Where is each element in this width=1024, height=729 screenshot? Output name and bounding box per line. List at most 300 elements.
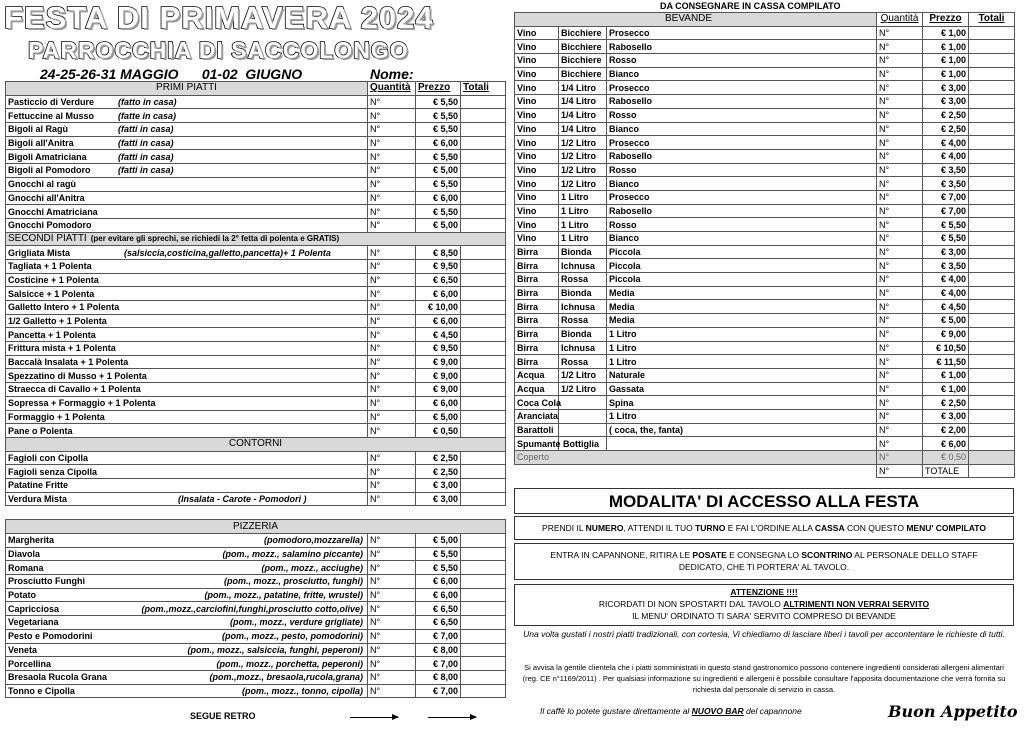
event-dates: 24-25-26-31 MAGGIO 01-02 GIUGNO [40,66,303,82]
price: € 4,00 [923,136,969,150]
qty-field[interactable]: N° [877,190,923,204]
qty-field[interactable]: N° [368,561,416,575]
qty-field[interactable]: N° [368,602,416,616]
dish-name: Pane o Polenta [8,425,73,436]
p1-part: , ATTENDI IL TUO [623,523,696,533]
total-field[interactable] [461,616,506,630]
drink-variant: Prosecco [607,26,877,40]
table-row [515,177,1015,191]
table-row [6,684,506,698]
total-field[interactable] [461,259,506,273]
drink-variant: Bianco [607,122,877,136]
dish-name: Diavola [8,549,41,560]
qty-field[interactable]: N° [877,26,923,40]
price: € 6,50 [416,273,461,287]
qty-field[interactable]: N° [877,327,923,341]
dish-cell [6,342,368,356]
table-row [6,164,506,178]
dish-note: (pom., mozz., salsiccia, funghi, peperoni) [187,644,363,655]
total-field[interactable] [969,314,1015,328]
qty-field[interactable]: N° [368,136,416,150]
drink-size: Bicchiere [559,54,607,68]
qty-field[interactable]: N° [368,588,416,602]
qty-field[interactable]: N° [368,123,416,137]
total-field[interactable] [969,245,1015,259]
p1-part: E FAI L'ORDINE ALLA [725,523,815,533]
total-field[interactable] [969,437,1015,451]
total-field[interactable] [461,670,506,684]
qty-field[interactable]: N° [877,368,923,382]
drink-variant: Piccola [607,245,877,259]
price: € 8,50 [416,246,461,260]
qty-field[interactable]: N° [877,108,923,122]
table-row [515,218,1015,232]
price: € 9,50 [416,259,461,273]
coffee-note-c: del capannone [743,706,802,716]
dish-name: Verdura Mista [8,493,68,504]
dish-cell [6,287,368,301]
total-field[interactable] [969,300,1015,314]
attention-line-2: IL MENU' ORDINATO TI SARA' SERVITO COMPRESO DI BEVANDE [632,611,896,621]
price: € 5,50 [416,123,461,137]
table-row [515,54,1015,68]
drink-type: Vino [515,218,559,232]
price: € 4,00 [923,273,969,287]
price: € 9,00 [416,355,461,369]
table-row [515,300,1015,314]
total-field[interactable] [969,149,1015,163]
dish-cell [6,657,368,671]
secondi-title-text: SECONDI PIATTI [8,232,87,244]
dish-name: Gnocchi Amatriciana [8,206,98,217]
total-field[interactable] [969,327,1015,341]
table-row [515,341,1015,355]
qty-field[interactable]: N° [368,396,416,410]
qty-field[interactable]: N° [368,355,416,369]
price: € 5,00 [923,314,969,328]
qty-field[interactable]: N° [368,451,416,465]
total-field[interactable] [969,26,1015,40]
total-field[interactable] [969,259,1015,273]
qty-field[interactable]: N° [368,246,416,260]
table-row [515,355,1015,369]
table-row [515,67,1015,81]
table-row [515,382,1015,396]
qty-field[interactable]: N° [368,670,416,684]
drink-type: Vino [515,67,559,81]
total-field[interactable] [461,547,506,561]
total-field[interactable] [969,163,1015,177]
qty-field[interactable]: N° [368,301,416,315]
price: € 1,00 [923,382,969,396]
qty-field[interactable]: N° [368,109,416,123]
dish-cell [6,424,368,438]
drink-size: 1/4 Litro [559,95,607,109]
qty-field[interactable]: N° [877,437,923,451]
qty-field[interactable]: N° [368,547,416,561]
total-field[interactable] [969,409,1015,423]
qty-field[interactable]: N° [877,149,923,163]
dish-cell [6,396,368,410]
total-field[interactable] [969,286,1015,300]
drink-size: Bicchiere [559,40,607,54]
col-price: Prezzo [923,13,969,27]
table-row [515,314,1015,328]
total-field[interactable] [461,684,506,698]
qty-field[interactable]: N° [368,314,416,328]
dish-note: (fatti in casa) [118,138,174,149]
dish-note: (pom., mozz., salamino piccante) [222,549,363,560]
qty-field[interactable]: N° [877,341,923,355]
total-field[interactable] [969,368,1015,382]
dish-cell [6,534,368,548]
total-field[interactable] [969,177,1015,191]
qty-field[interactable]: N° [877,81,923,95]
dish-note: (pom.,mozz.,carciofini,funghi,prosciutto cotto,olive) [141,603,363,614]
qty-field[interactable]: N° [368,177,416,191]
grand-total-field[interactable] [969,464,1015,478]
qty-field[interactable]: N° [877,273,923,287]
dish-cell [6,246,368,260]
qty-field[interactable]: N° [877,423,923,437]
price: € 5,50 [416,177,461,191]
drink-type: Birra [515,300,559,314]
total-field[interactable] [461,136,506,150]
qty-field[interactable]: N° [877,409,923,423]
qty-field[interactable]: N° [368,410,416,424]
price: € 7,00 [923,204,969,218]
dish-cell [6,643,368,657]
qty-field[interactable]: N° [877,355,923,369]
price: € 10,00 [416,301,461,315]
total-field[interactable] [461,561,506,575]
total-field[interactable] [461,218,506,232]
dish-cell [6,301,368,315]
step-2-line-2: DEDICATO, CHE TI PORTERA' AL TAVOLO. [678,562,850,572]
qty-field[interactable]: N° [368,478,416,492]
qty-field[interactable]: N° [368,657,416,671]
total-field[interactable] [461,451,506,465]
table-row [6,355,506,369]
price: € 5,50 [416,150,461,164]
price: € 9,00 [923,327,969,341]
total-field[interactable] [969,122,1015,136]
table-row [6,561,506,575]
pizzeria-title: PIZZERIA [6,520,506,534]
total-field[interactable] [461,301,506,315]
drink-type: Vino [515,190,559,204]
table-row [6,123,506,137]
dish-name: Gnocchi al ragù [8,179,77,190]
drink-size: 1/2 Litro [559,177,607,191]
dish-note: (pom., mozz., prosciutto, funghi) [224,576,363,587]
total-field[interactable] [461,287,506,301]
qty-field[interactable]: N° [368,342,416,356]
table-row [515,149,1015,163]
total-field[interactable] [969,204,1015,218]
drink-variant: 1 Litro [607,327,877,341]
price: € 6,00 [416,575,461,589]
table-row [6,314,506,328]
dish-cell [6,273,368,287]
drink-size: 1/2 Litro [559,368,607,382]
drink-size: Rossa [559,355,607,369]
table-row [515,368,1015,382]
dish-note: (pom., mozz., acciughe) [261,562,363,573]
qty-field[interactable]: N° [368,205,416,219]
table-row [6,643,506,657]
qty-field[interactable]: N° [877,259,923,273]
total-field[interactable] [461,123,506,137]
dish-cell [6,492,368,506]
dish-name: Fagioli con Cipolla [8,452,89,463]
coperto-row [515,451,1015,465]
secondi-title [6,232,506,246]
total-field[interactable] [969,423,1015,437]
total-field[interactable] [461,657,506,671]
qty-field[interactable]: N° [877,382,923,396]
qty-field[interactable]: N° [368,191,416,205]
total-field[interactable] [461,534,506,548]
p2a-part: ENTRA IN CAPANNONE, RITIRA LE [550,550,693,560]
price: € 5,50 [416,561,461,575]
price: € 10,50 [923,341,969,355]
table-row [515,423,1015,437]
price: € 3,00 [923,245,969,259]
total-field[interactable] [969,67,1015,81]
qty-field[interactable]: N° [877,163,923,177]
qty-field[interactable]: N° [368,534,416,548]
drink-variant: Piccola [607,259,877,273]
p2a-part: POSATE [692,550,727,560]
dish-name: Bigoli al Pomodoro [8,165,91,176]
qty-field[interactable]: N° [877,67,923,81]
qty-field[interactable]: N° [368,95,416,109]
qty-field[interactable]: N° [877,218,923,232]
qty-field[interactable]: N° [368,424,416,438]
qty-field[interactable]: N° [368,218,416,232]
total-field[interactable] [461,314,506,328]
total-field[interactable] [969,382,1015,396]
total-field[interactable] [461,629,506,643]
qty-field[interactable]: N° [877,396,923,410]
drink-type: Birra [515,341,559,355]
price: € 2,50 [416,451,461,465]
table-row [515,95,1015,109]
dish-name: Patatine Fritte [8,480,69,491]
qty-field[interactable]: N° [877,95,923,109]
price: € 6,00 [416,191,461,205]
total-field[interactable] [461,410,506,424]
total-field[interactable] [969,341,1015,355]
table-row [6,670,506,684]
drink-type: Vino [515,95,559,109]
total-field[interactable] [461,369,506,383]
qty-field[interactable]: N° [877,314,923,328]
table-row [6,410,506,424]
qty-field[interactable]: N° [368,150,416,164]
dish-name: Pancetta + 1 Polenta [8,329,96,340]
table-row [6,478,506,492]
price: € 8,00 [416,643,461,657]
qty-field[interactable]: N° [368,684,416,698]
p1-part: CASSA [814,523,845,533]
dish-cell [6,670,368,684]
total-field[interactable] [461,492,506,506]
table-row [515,273,1015,287]
total-field[interactable] [969,451,1015,465]
total-field[interactable] [461,205,506,219]
qty-field[interactable]: N° [877,177,923,191]
total-field[interactable] [461,575,506,589]
total-field[interactable] [461,273,506,287]
p2a-part: SCONTRINO [801,550,853,560]
drink-size: Ichnusa [559,341,607,355]
total-field[interactable] [461,95,506,109]
table-row [6,259,506,273]
spacer-row [6,506,506,520]
total-field[interactable] [461,246,506,260]
total-field[interactable] [969,190,1015,204]
table-row [6,396,506,410]
qty-field[interactable]: N° [877,40,923,54]
drink-type: Vino [515,136,559,150]
total-field[interactable] [461,342,506,356]
p2a-part: E CONSEGNA LO [726,550,802,560]
qty-field[interactable]: N° [877,245,923,259]
dish-cell [6,259,368,273]
qty-field[interactable]: N° [877,286,923,300]
dish-cell [6,109,368,123]
total-field[interactable] [461,150,506,164]
qty-field[interactable]: N° [877,464,923,478]
drink-variant: 1 Litro [607,341,877,355]
total-field[interactable] [461,191,506,205]
total-field[interactable] [969,54,1015,68]
total-field[interactable] [461,478,506,492]
dish-name: Bigoli all'Anitra [8,138,74,149]
qty-field[interactable]: N° [368,164,416,178]
price: € 6,50 [416,602,461,616]
table-row [6,383,506,397]
qty-field[interactable]: N° [877,122,923,136]
drink-variant: Rosso [607,108,877,122]
total-field[interactable] [461,424,506,438]
price: € 1,00 [923,368,969,382]
dish-name: Galletto Intero + 1 Polenta [8,302,120,313]
drink-variant: Gassata [607,382,877,396]
total-field[interactable] [461,355,506,369]
dish-cell [6,218,368,232]
qty-field[interactable]: N° [368,492,416,506]
qty-field[interactable]: N° [877,54,923,68]
drink-type: Vino [515,81,559,95]
dish-cell [6,136,368,150]
drink-type: Vino [515,177,559,191]
qty-field[interactable]: N° [877,232,923,246]
total-field[interactable] [461,177,506,191]
qty-field[interactable]: N° [877,451,923,465]
drinks-table [514,12,1015,478]
total-field[interactable] [969,40,1015,54]
price: € 5,00 [416,410,461,424]
table-row [6,616,506,630]
dish-cell [6,575,368,589]
qty-field[interactable]: N° [368,273,416,287]
qty-field[interactable]: N° [368,328,416,342]
drink-variant: Rosso [607,218,877,232]
qty-field[interactable]: N° [877,136,923,150]
table-row [6,95,506,109]
qty-field[interactable]: N° [368,383,416,397]
price: € 3,50 [923,163,969,177]
drink-size: 1/2 Litro [559,382,607,396]
qty-field[interactable]: N° [368,643,416,657]
total-field[interactable] [461,588,506,602]
qty-field[interactable]: N° [368,616,416,630]
dish-cell [6,478,368,492]
table-row [6,424,506,438]
price: € 5,00 [416,534,461,548]
total-field[interactable] [461,383,506,397]
dish-cell [6,465,368,479]
dish-note: (salsiccia,costicina,galletto,pancetta)+ 1 Polenta [124,247,331,258]
qty-field[interactable]: N° [368,575,416,589]
qty-field[interactable]: N° [368,287,416,301]
total-field[interactable] [969,95,1015,109]
total-field[interactable] [461,328,506,342]
total-field[interactable] [461,396,506,410]
total-field[interactable] [969,81,1015,95]
price: € 5,50 [416,95,461,109]
qty-field[interactable]: N° [368,629,416,643]
total-field[interactable] [969,218,1015,232]
total-field[interactable] [969,136,1015,150]
qty-field[interactable]: N° [368,465,416,479]
qty-field[interactable]: N° [368,259,416,273]
total-field[interactable] [461,164,506,178]
total-field[interactable] [969,108,1015,122]
dish-cell [6,164,368,178]
total-field[interactable] [969,232,1015,246]
dish-name: Bigoli al Ragù [8,124,69,135]
total-field[interactable] [461,109,506,123]
drink-type: Birra [515,286,559,300]
drink-type: Birra [515,259,559,273]
qty-field[interactable]: N° [368,369,416,383]
step-2-box [514,543,1014,580]
price: € 5,50 [416,205,461,219]
price: € 6,00 [416,588,461,602]
qty-field[interactable]: N° [877,300,923,314]
dish-name: Prosciutto Funghi [8,576,85,587]
total-field[interactable] [461,465,506,479]
col-total: Totali [969,13,1015,27]
dish-note: (fatto in casa) [118,97,177,108]
total-field[interactable] [969,396,1015,410]
dish-name: Tagliata + 1 Polenta [8,261,92,272]
dish-cell [6,150,368,164]
price: € 2,50 [923,396,969,410]
qty-field[interactable]: N° [877,204,923,218]
drink-variant: Prosecco [607,81,877,95]
total-field[interactable] [461,602,506,616]
total-field[interactable] [969,355,1015,369]
total-field[interactable] [969,273,1015,287]
total-field[interactable] [461,643,506,657]
table-row [6,629,506,643]
dish-note: (pomodoro,mozzarella) [263,535,363,546]
